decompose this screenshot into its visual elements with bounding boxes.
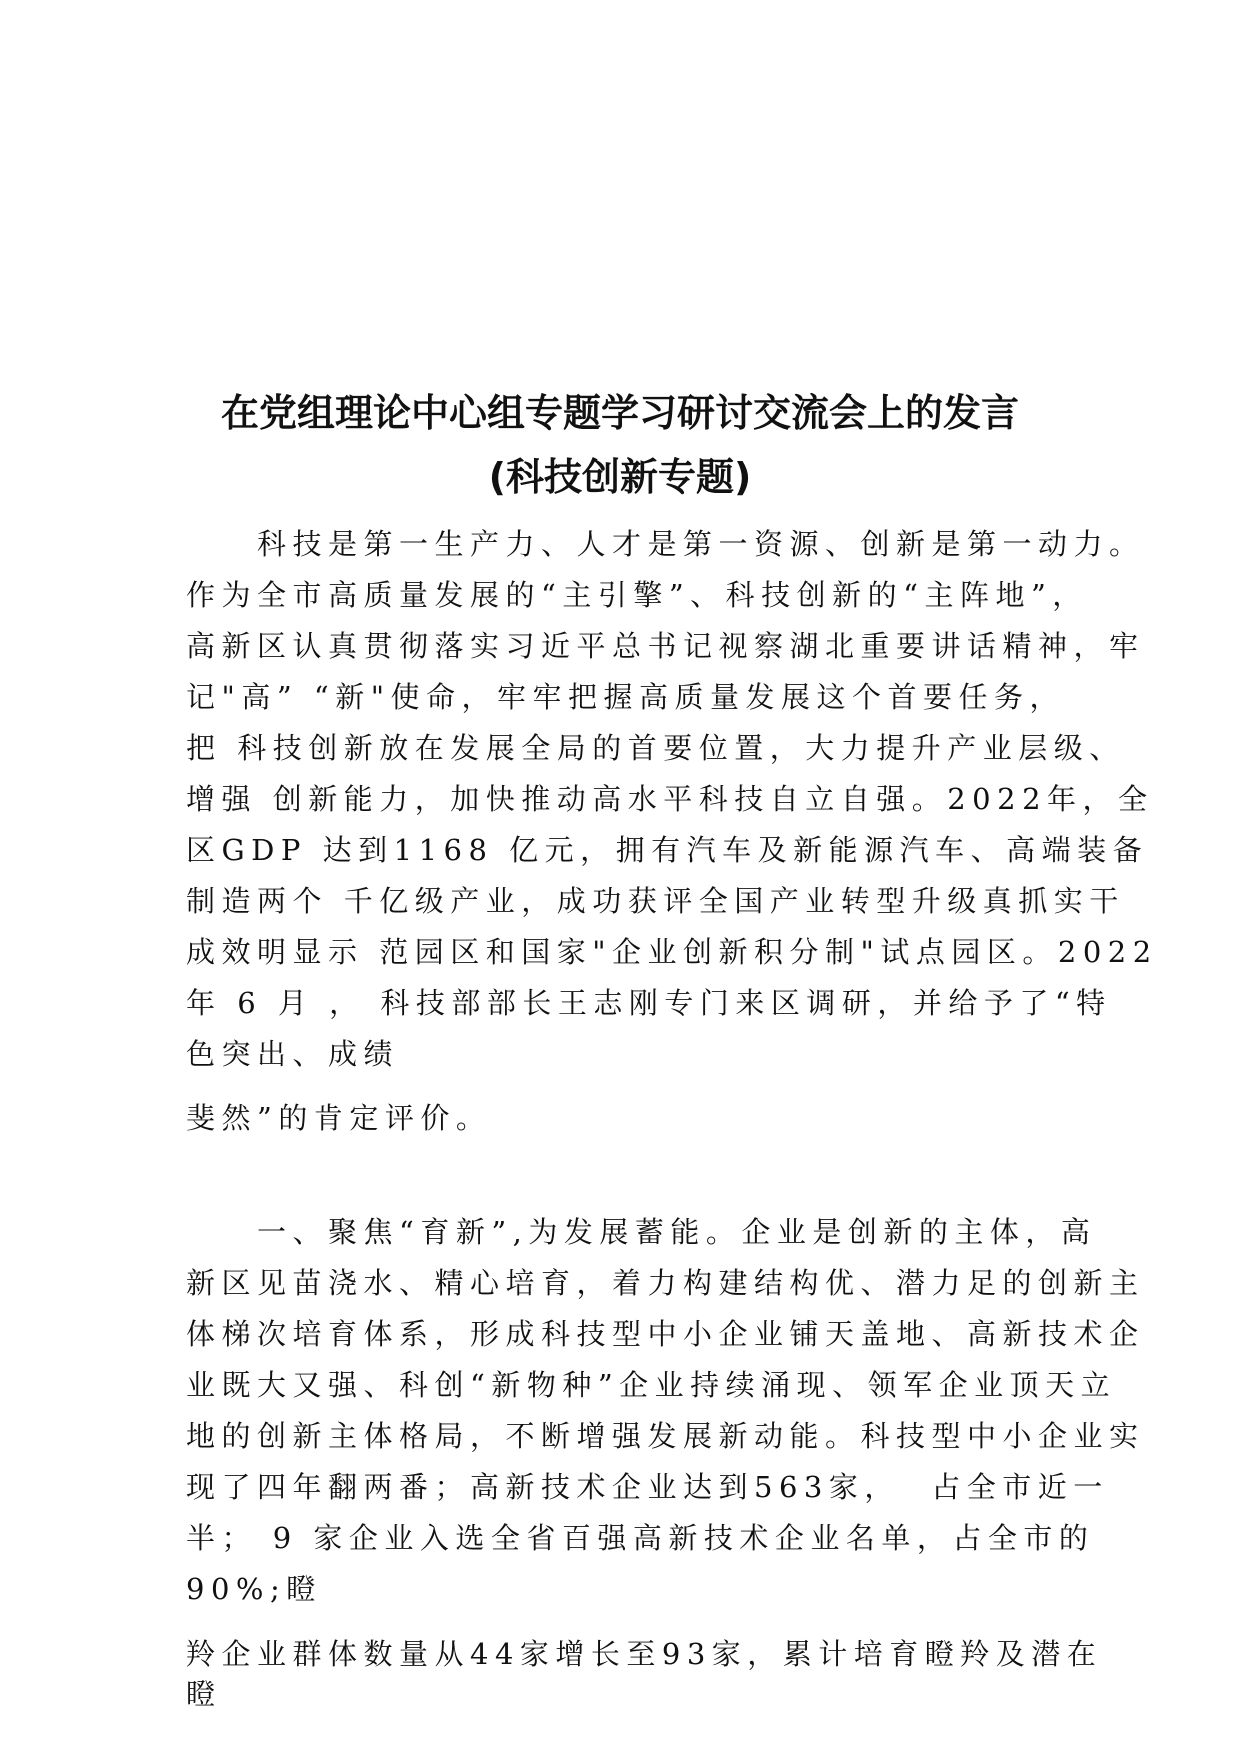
document-subtitle: (科技创新专题) <box>488 455 752 499</box>
body-line: 记"高” “新"使命，牢牢把握高质量发展这个首要任务， <box>186 680 1066 714</box>
body-line: 年 6 月 ， 科技部部长王志刚专门来区调研，并给予了“特 <box>186 986 1112 1020</box>
body-line: 半； 9 家企业入选全省百强高新技术企业名单，占全市的 <box>186 1521 1095 1555</box>
body-line: 90%;瞪 <box>186 1572 322 1606</box>
body-line: 区GDP 达到1168 亿元，拥有汽车及新能源汽车、高端装备 <box>186 833 1149 867</box>
body-line: 增强 创新能力，加快推动高水平科技自立自强。2022年，全 <box>186 782 1154 816</box>
document-title: 在党组理论中心组专题学习研讨交流会上的发言 <box>220 391 1019 435</box>
body-line: 现了四年翻两番；高新技术企业达到563家， 占全市近一 <box>186 1470 1109 1504</box>
body-line: 作为全市高质量发展的“主引擎”、科技创新的“主阵地”， <box>186 578 1088 612</box>
body-line: 色突出、成绩 <box>186 1037 400 1071</box>
body-line: 高新区认真贯彻落实习近平总书记视察湖北重要讲话精神，牢 <box>186 629 1145 663</box>
body-line: 科技是第一生产力、人才是第一资源、创新是第一动力。 <box>186 527 1145 561</box>
body-line: 成效明显示 范园区和国家"企业创新积分制"试点园区。2022 <box>186 935 1158 969</box>
body-line: 把 科技创新放在发展全局的首要位置，大力提升产业层级、 <box>186 731 1125 765</box>
body-line: 斐然”的肯定评价。 <box>186 1101 492 1135</box>
body-line: 地的创新主体格局，不断增强发展新动能。科技型中小企业实 <box>186 1419 1145 1453</box>
body-line: 体梯次培育体系，形成科技型中小企业铺天盖地、高新技术企 <box>186 1317 1145 1351</box>
body-line: 业既大又强、科创“新物种”企业持续涌现、领军企业顶天立 <box>186 1368 1117 1402</box>
body-line: 制造两个 千亿级产业，成功获评全国产业转型升级真抓实干 <box>186 884 1125 918</box>
body-line: 羚企业群体数量从44家增长至93家，累计培育瞪羚及潜在 <box>186 1637 1103 1671</box>
body-line: 新区见苗浇水、精心培育，着力构建结构优、潜力足的创新主 <box>186 1266 1145 1300</box>
body-line: 一、聚焦“育新”,为发展蓄能。企业是创新的主体，高 <box>186 1215 1097 1249</box>
body-line: 瞪 <box>186 1677 222 1711</box>
